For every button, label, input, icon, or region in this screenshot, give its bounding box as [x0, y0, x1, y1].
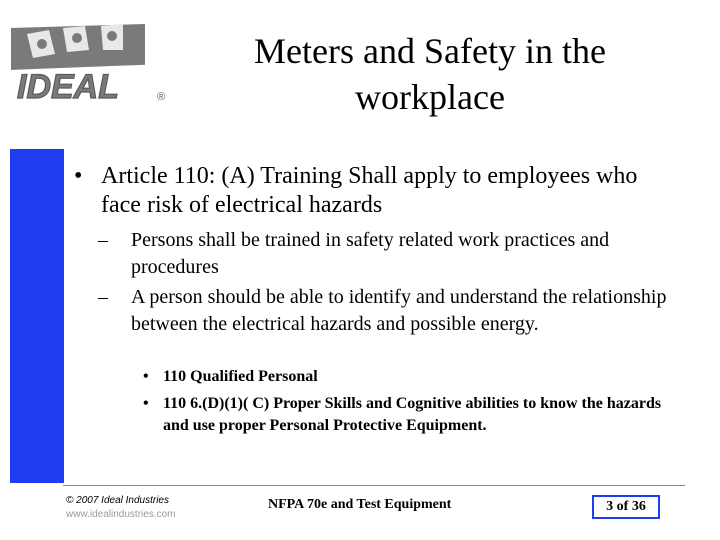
accent-bar-gap: [64, 149, 67, 483]
bullet-level2: [98, 284, 678, 337]
bullet-level1-text: Article 110: (A) Training Shall apply to employees who face risk of electrical hazards: [101, 163, 638, 218]
slide-title: [210, 28, 650, 120]
footer-caption: NFPA 70e and Test Equipment: [268, 497, 452, 512]
footer-copyright: © 2007 Ideal Industries: [66, 495, 169, 506]
slide-title-line2: workplace: [355, 77, 505, 117]
bullet-level2: [98, 227, 678, 280]
bullet-dot-icon: •: [74, 163, 83, 189]
ideal-logo-graphic: [5, 18, 173, 106]
bullet-level3-text: 110 Qualified Personal: [163, 368, 318, 385]
bullet-level1: [74, 162, 674, 220]
accent-bar: [10, 149, 64, 483]
bullet-dot-icon: •: [143, 368, 149, 385]
bullet-level3-text: 110 6.(D)(1)( C) Proper Skills and Cognitive abilities to know the hazards and use proper Personal Protective Equipment.: [163, 395, 662, 434]
page-number-badge: 3 of 36: [592, 495, 660, 519]
slide-title-line1: Meters and Safety in the: [254, 31, 606, 71]
bullet-level2-text: A person should be able to identify and understand the relationship between the electrical hazards and possible energy.: [131, 286, 667, 335]
bullet-dash-icon: –: [98, 229, 108, 251]
bullet-dash-icon: –: [98, 286, 108, 308]
bullet-dot-icon: •: [143, 395, 149, 412]
bullet-level2-text: Persons shall be trained in safety related work practices and procedures: [131, 229, 610, 278]
registered-mark: ®: [157, 91, 166, 103]
bullet-level3: [143, 393, 663, 436]
ideal-logo: [5, 18, 173, 106]
bullet-level3: [143, 366, 663, 388]
footer-website-link[interactable]: www.idealindustries.com: [66, 509, 176, 520]
footer-divider: [63, 485, 685, 486]
logo-wordmark: IDEAL: [17, 68, 119, 106]
